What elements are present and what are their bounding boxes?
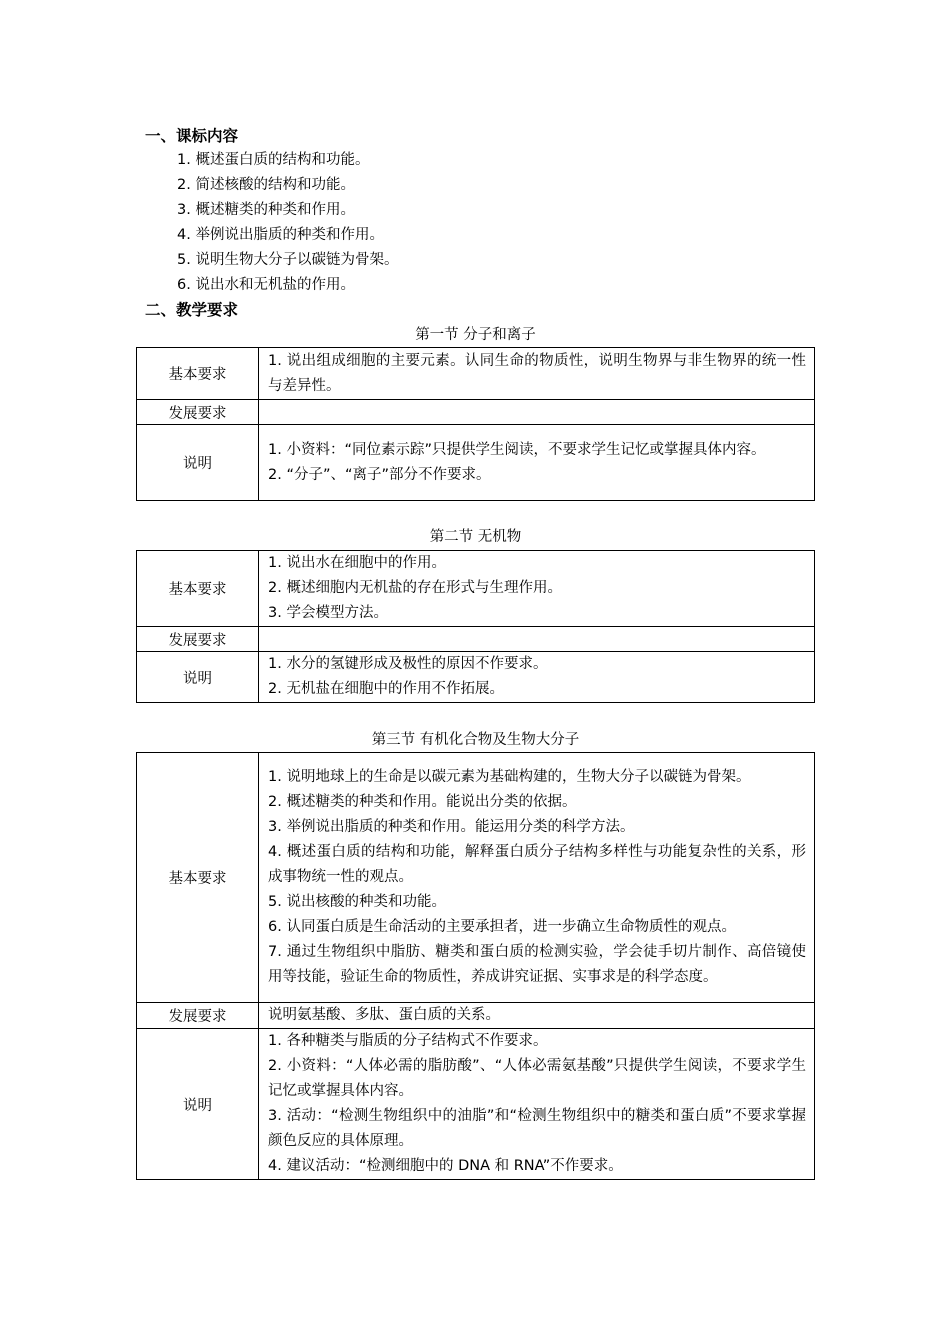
row-label: 说明 xyxy=(137,652,259,703)
standards-list xyxy=(177,148,398,298)
table-row xyxy=(137,652,815,703)
content-line: 5. 说出核酸的种类和功能。 xyxy=(268,894,446,910)
content-line: 说明氨基酸、多肽、蛋白质的关系。 xyxy=(268,1007,500,1023)
section-heading-requirements: 二、教学要求 xyxy=(145,301,239,319)
table-row xyxy=(137,627,815,652)
list-item: 3. 概述糖类的种类和作用。 xyxy=(177,202,355,218)
requirements-table-3 xyxy=(136,752,815,1180)
row-label: 基本要求 xyxy=(137,348,259,400)
table-row xyxy=(137,1029,815,1180)
row-content xyxy=(259,753,815,1003)
content-line: 2. 概述细胞内无机盐的存在形式与生理作用。 xyxy=(268,580,562,596)
table-row xyxy=(137,348,815,400)
table-row xyxy=(137,400,815,425)
content-line: 4. 建议活动：“检测细胞中的 DNA 和 RNA”不作要求。 xyxy=(268,1158,623,1174)
content-line: 1. 说出水在细胞中的作用。 xyxy=(268,555,446,571)
content-line: 2. 概述糖类的种类和作用。能说出分类的依据。 xyxy=(268,794,577,810)
content-line: 2. 无机盐在细胞中的作用不作拓展。 xyxy=(268,681,504,697)
content-line: 1. 小资料：“同位素示踪”只提供学生阅读，不要求学生记忆或掌握具体内容。 xyxy=(268,441,766,458)
row-content xyxy=(259,551,815,627)
row-label: 发展要求 xyxy=(137,1003,259,1029)
content-line: 3. 学会模型方法。 xyxy=(268,605,388,621)
row-label: 说明 xyxy=(137,1029,259,1180)
content-line: 1. 说明地球上的生命是以碳元素为基础构建的，生物大分子以碳链为骨架。 xyxy=(268,769,751,785)
table-row xyxy=(137,551,815,627)
table-row xyxy=(137,753,815,1003)
requirements-table-1 xyxy=(136,347,815,501)
content-line: 1. 说出组成细胞的主要元素。认同生命的物质性，说明生物界与非生物界的统一性与差异性。 xyxy=(268,352,806,394)
table-title: 第二节 无机物 xyxy=(429,529,522,545)
row-label: 基本要求 xyxy=(137,753,259,1003)
content-line: 6. 认同蛋白质是生命活动的主要承担者，进一步确立生命物质性的观点。 xyxy=(268,919,736,935)
list-item: 2. 简述核酸的结构和功能。 xyxy=(177,177,355,193)
row-label: 发展要求 xyxy=(137,400,259,425)
row-content xyxy=(259,652,815,703)
content-line: 1. 各种糖类与脂质的分子结构式不作要求。 xyxy=(268,1033,548,1049)
content-line: 3. 举例说出脂质的种类和作用。能运用分类的科学方法。 xyxy=(268,819,635,835)
table-row xyxy=(137,1003,815,1029)
section-heading-standards: 一、课标内容 xyxy=(145,127,239,145)
content-line: 4. 概述蛋白质的结构和功能，解释蛋白质分子结构多样性与功能复杂性的关系，形成事物统一性的观点。 xyxy=(268,844,806,885)
table-row xyxy=(137,425,815,501)
content-line: 3. 活动：“检测生物组织中的油脂”和“检测生物组织中的糖类和蛋白质”不要求掌握颜色反应的具体原理。 xyxy=(268,1108,806,1149)
requirements-table-2 xyxy=(136,550,815,703)
row-content-empty xyxy=(259,400,815,425)
content-line: 1. 水分的氢键形成及极性的原因不作要求。 xyxy=(268,656,548,672)
content-line: 2. 小资料：“人体必需的脂肪酸”、“人体必需氨基酸”只提供学生阅读，不要求学生记忆或掌握具体内容。 xyxy=(268,1058,806,1099)
list-item: 4. 举例说出脂质的种类和作用。 xyxy=(177,227,384,243)
row-content xyxy=(259,425,815,501)
list-item: 6. 说出水和无机盐的作用。 xyxy=(177,277,355,293)
table-title: 第三节 有机化合物及生物大分子 xyxy=(371,732,580,748)
row-label: 基本要求 xyxy=(137,551,259,627)
row-label: 发展要求 xyxy=(137,627,259,652)
content-line: 2. “分子”、“离子”部分不作要求。 xyxy=(268,466,491,483)
list-item: 1. 概述蛋白质的结构和功能。 xyxy=(177,152,370,168)
row-content-empty xyxy=(259,627,815,652)
row-content xyxy=(259,1029,815,1180)
content-line: 7. 通过生物组织中脂肪、糖类和蛋白质的检测实验，学会徒手切片制作、高倍镜使用等技能，验证生命的物质性，养成讲究证据、实事求是的科学态度。 xyxy=(268,944,806,985)
row-content xyxy=(259,1003,815,1029)
table-title: 第一节 分子和离子 xyxy=(415,327,536,343)
row-content xyxy=(259,348,815,400)
list-item: 5. 说明生物大分子以碳链为骨架。 xyxy=(177,252,399,268)
row-label: 说明 xyxy=(137,425,259,501)
